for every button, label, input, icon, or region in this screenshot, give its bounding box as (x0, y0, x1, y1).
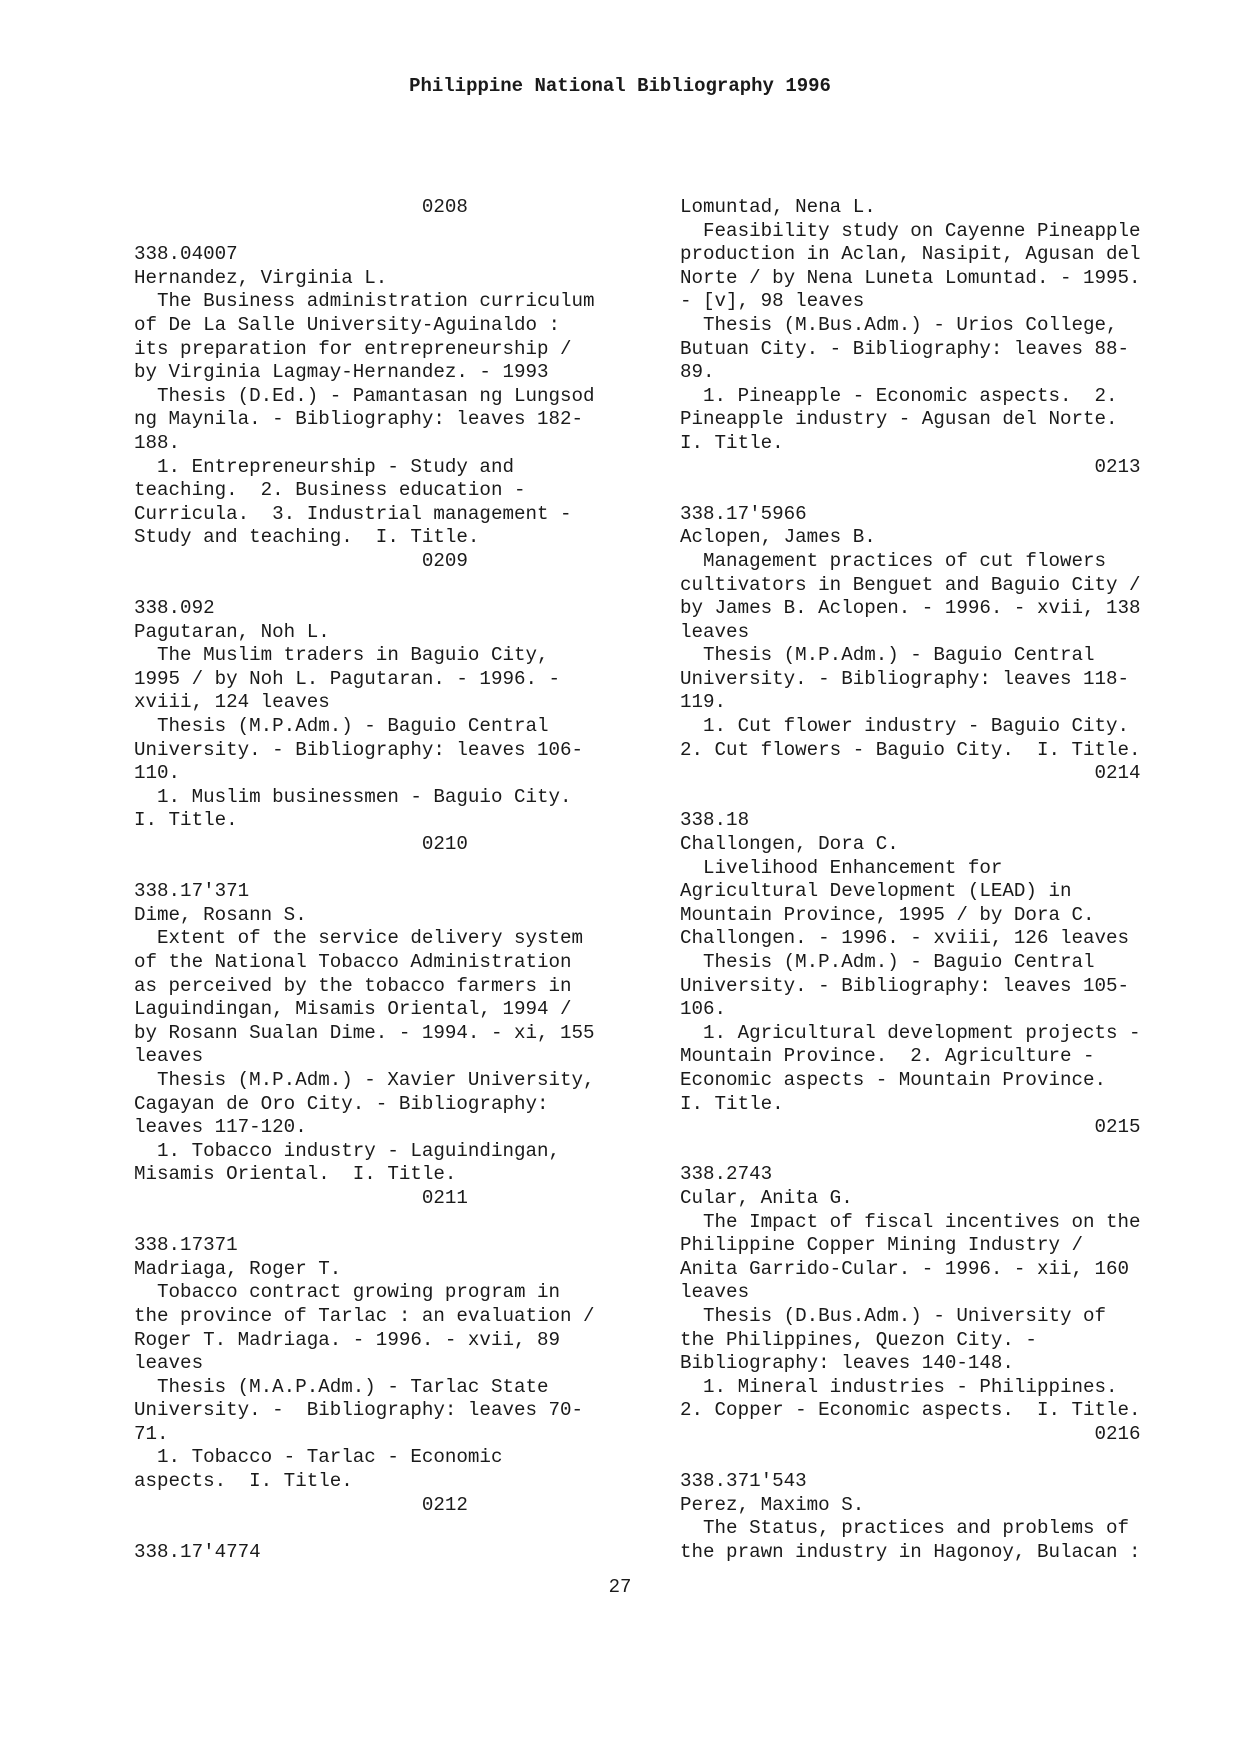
text-line: Curricula. 3. Industrial management - (134, 502, 572, 525)
text-line: Dime, Rosann S. (134, 903, 307, 926)
text-line: I. Title. (134, 809, 238, 832)
text-line: 338.17'5966 (680, 502, 807, 525)
text-line: Thesis (M.P.Adm.) - Baguio Central (134, 715, 549, 738)
text-line: 1. Tobacco industry - Laguindingan, (134, 1139, 561, 1162)
text-line: leaves 117-120. (134, 1116, 307, 1139)
text-line: 2. Copper - Economic aspects. I. Title. (680, 1399, 1141, 1422)
text-line (134, 1517, 652, 1541)
text-line: I. Title. (680, 431, 784, 454)
text-line: 0210 (134, 833, 468, 856)
text-line: 71. (134, 1422, 169, 1445)
text-line: its preparation for entrepreneurship / (134, 337, 572, 360)
text-line: 188. (134, 431, 181, 454)
text-line: 119. (680, 691, 727, 714)
text-line: 110. (134, 762, 181, 785)
text-line: University. - Bibliography: leaves 106- (134, 738, 584, 761)
text-line (134, 1211, 652, 1235)
text-line: Management practices of cut flowers (680, 549, 1107, 572)
text-line: 1. Mineral industries - Philippines. (680, 1375, 1118, 1398)
text-line: 1. Cut flower industry - Baguio City. (680, 715, 1130, 738)
text-line (680, 1446, 1198, 1470)
text-line: ng Maynila. - Bibliography: leaves 182- (134, 408, 584, 431)
text-line: 0209 (134, 549, 468, 572)
text-line: 338.17'4774 (134, 1540, 261, 1563)
text-line: Misamis Oriental. I. Title. (134, 1163, 457, 1186)
text-line: 0212 (134, 1493, 468, 1516)
text-line: 0211 (134, 1186, 468, 1209)
text-line: leaves (680, 1281, 750, 1304)
text-line: The Status, practices and problems of (680, 1517, 1130, 1540)
text-line: 0214 (680, 762, 1141, 785)
text-line: Bibliography: leaves 140-148. (680, 1352, 1014, 1375)
text-line: 0215 (680, 1116, 1141, 1139)
text-line: xviii, 124 leaves (134, 691, 330, 714)
right-column (680, 196, 1198, 1564)
text-line: Thesis (M.P.Adm.) - Baguio Central (680, 951, 1095, 973)
text-line: Mountain Province. 2. Agriculture - (680, 1045, 1095, 1068)
text-line: 1. Entrepreneurship - Study and (134, 455, 514, 478)
text-line: Pagutaran, Noh L. (134, 620, 330, 643)
text-line: Thesis (D.Ed.) - Pamantasan ng Lungsod (134, 384, 595, 407)
text-line: leaves (134, 1045, 204, 1068)
text-line: aspects. I. Title. (134, 1470, 353, 1493)
text-line: production in Aclan, Nasipit, Agusan del (680, 243, 1141, 266)
text-line: University. - Bibliography: leaves 118- (680, 667, 1130, 690)
text-line: University. - Bibliography: leaves 105- (680, 974, 1130, 997)
text-line: 2. Cut flowers - Baguio City. I. Title. (680, 738, 1141, 761)
text-line: Anita Garrido-Cular. - 1996. - xii, 160 (680, 1257, 1130, 1280)
text-line: 338.2743 (680, 1163, 773, 1186)
text-line: Tobacco contract growing program in (134, 1281, 561, 1304)
text-line (680, 479, 1198, 503)
text-line: 1. Tobacco - Tarlac - Economic (134, 1446, 503, 1469)
text-line: teaching. 2. Business education - (134, 479, 526, 502)
text-line: Feasibility study on Cayenne Pineapple (680, 219, 1141, 242)
text-line: University. - Bibliography: leaves 70- (134, 1399, 584, 1422)
text-line: the Philippines, Quezon City. - (680, 1328, 1037, 1351)
text-line (134, 857, 652, 881)
text-line: 338.04007 (134, 243, 238, 266)
text-line: leaves (134, 1352, 204, 1375)
text-line: the prawn industry in Hagonoy, Bulacan : (680, 1540, 1141, 1563)
text-line (680, 786, 1198, 810)
text-line: Thesis (M.Bus.Adm.) - Urios College, (680, 313, 1118, 336)
text-line: by Virginia Lagmay-Hernandez. - 1993 (134, 361, 549, 384)
text-line: Roger T. Madriaga. - 1996. - xvii, 89 (134, 1328, 561, 1351)
text-line: Perez, Maximo S. (680, 1493, 865, 1516)
text-line: of De La Salle University-Aguinaldo : (134, 313, 561, 336)
text-line: 1995 / by Noh L. Pagutaran. - 1996. - (134, 667, 561, 690)
text-line: 338.17'371 (134, 880, 250, 903)
text-line: Norte / by Nena Luneta Lomuntad. - 1995. (680, 266, 1141, 289)
text-line: Extent of the service delivery system (134, 927, 584, 950)
text-line (134, 574, 652, 598)
text-line: 338.17371 (134, 1234, 238, 1257)
text-line: Philippine Copper Mining Industry / (680, 1234, 1084, 1257)
text-line: Thesis (M.P.Adm.) - Xavier University, (134, 1068, 595, 1091)
text-line: Hernandez, Virginia L. (134, 266, 388, 289)
text-line: Thesis (D.Bus.Adm.) - University of (680, 1304, 1107, 1327)
text-line: leaves (680, 620, 750, 643)
text-line (680, 1140, 1198, 1164)
text-line: The Business administration curriculum (134, 290, 595, 313)
text-line: 0213 (680, 455, 1141, 478)
text-line: The Impact of fiscal incentives on the (680, 1210, 1141, 1233)
text-line: The Muslim traders in Baguio City, (134, 644, 549, 667)
text-line: 89. (680, 361, 715, 384)
text-line: Madriaga, Roger T. (134, 1257, 342, 1280)
text-line: of the National Tobacco Administration (134, 951, 572, 973)
text-line: 1. Agricultural development projects - (680, 1021, 1141, 1044)
page-title: Philippine National Bibliography 1996 (409, 75, 831, 97)
text-line: 106. (680, 998, 727, 1021)
text-line: the province of Tarlac : an evaluation / (134, 1304, 595, 1327)
text-line: by Rosann Sualan Dime. - 1994. - xi, 155 (134, 1021, 595, 1044)
text-line: 0216 (680, 1422, 1141, 1445)
text-line: 338.18 (680, 809, 750, 832)
text-line: Laguindingan, Misamis Oriental, 1994 / (134, 998, 572, 1021)
text-line: Pineapple industry - Agusan del Norte. (680, 408, 1118, 431)
text-line: Study and teaching. I. Title. (134, 526, 480, 549)
text-line: Butuan City. - Bibliography: leaves 88- (680, 337, 1130, 360)
text-line: Challongen, Dora C. (680, 833, 899, 856)
text-line: by James B. Aclopen. - 1996. - xvii, 138 (680, 597, 1141, 620)
text-line: Thesis (M.A.P.Adm.) - Tarlac State (134, 1375, 549, 1398)
text-line: cultivators in Benguet and Baguio City / (680, 573, 1141, 596)
text-line: 1. Muslim businessmen - Baguio City. (134, 785, 572, 808)
text-line: Economic aspects - Mountain Province. (680, 1068, 1107, 1091)
text-line: - [v], 98 leaves (680, 290, 865, 313)
page-number: 27 (608, 1576, 632, 1598)
text-line: 338.371'543 (680, 1470, 807, 1493)
text-line: Aclopen, James B. (680, 526, 876, 549)
text-line: Lomuntad, Nena L. (680, 196, 876, 218)
text-line: 338.092 (134, 597, 215, 620)
text-line: Mountain Province, 1995 / by Dora C. (680, 903, 1095, 926)
text-line: Cular, Anita G. (680, 1186, 853, 1209)
text-line (134, 220, 652, 244)
text-line: 0208 (134, 196, 468, 218)
text-line: as perceived by the tobacco farmers in (134, 974, 572, 997)
text-line: I. Title. (680, 1092, 784, 1115)
text-line: Livelihood Enhancement for (680, 856, 1003, 879)
text-line: 1. Pineapple - Economic aspects. 2. (680, 384, 1118, 407)
text-line: Cagayan de Oro City. - Bibliography: (134, 1092, 549, 1115)
left-column (134, 196, 652, 1564)
text-line: Agricultural Development (LEAD) in (680, 880, 1072, 903)
text-line: Thesis (M.P.Adm.) - Baguio Central (680, 644, 1095, 667)
text-line: Challongen. - 1996. - xviii, 126 leaves (680, 927, 1130, 950)
